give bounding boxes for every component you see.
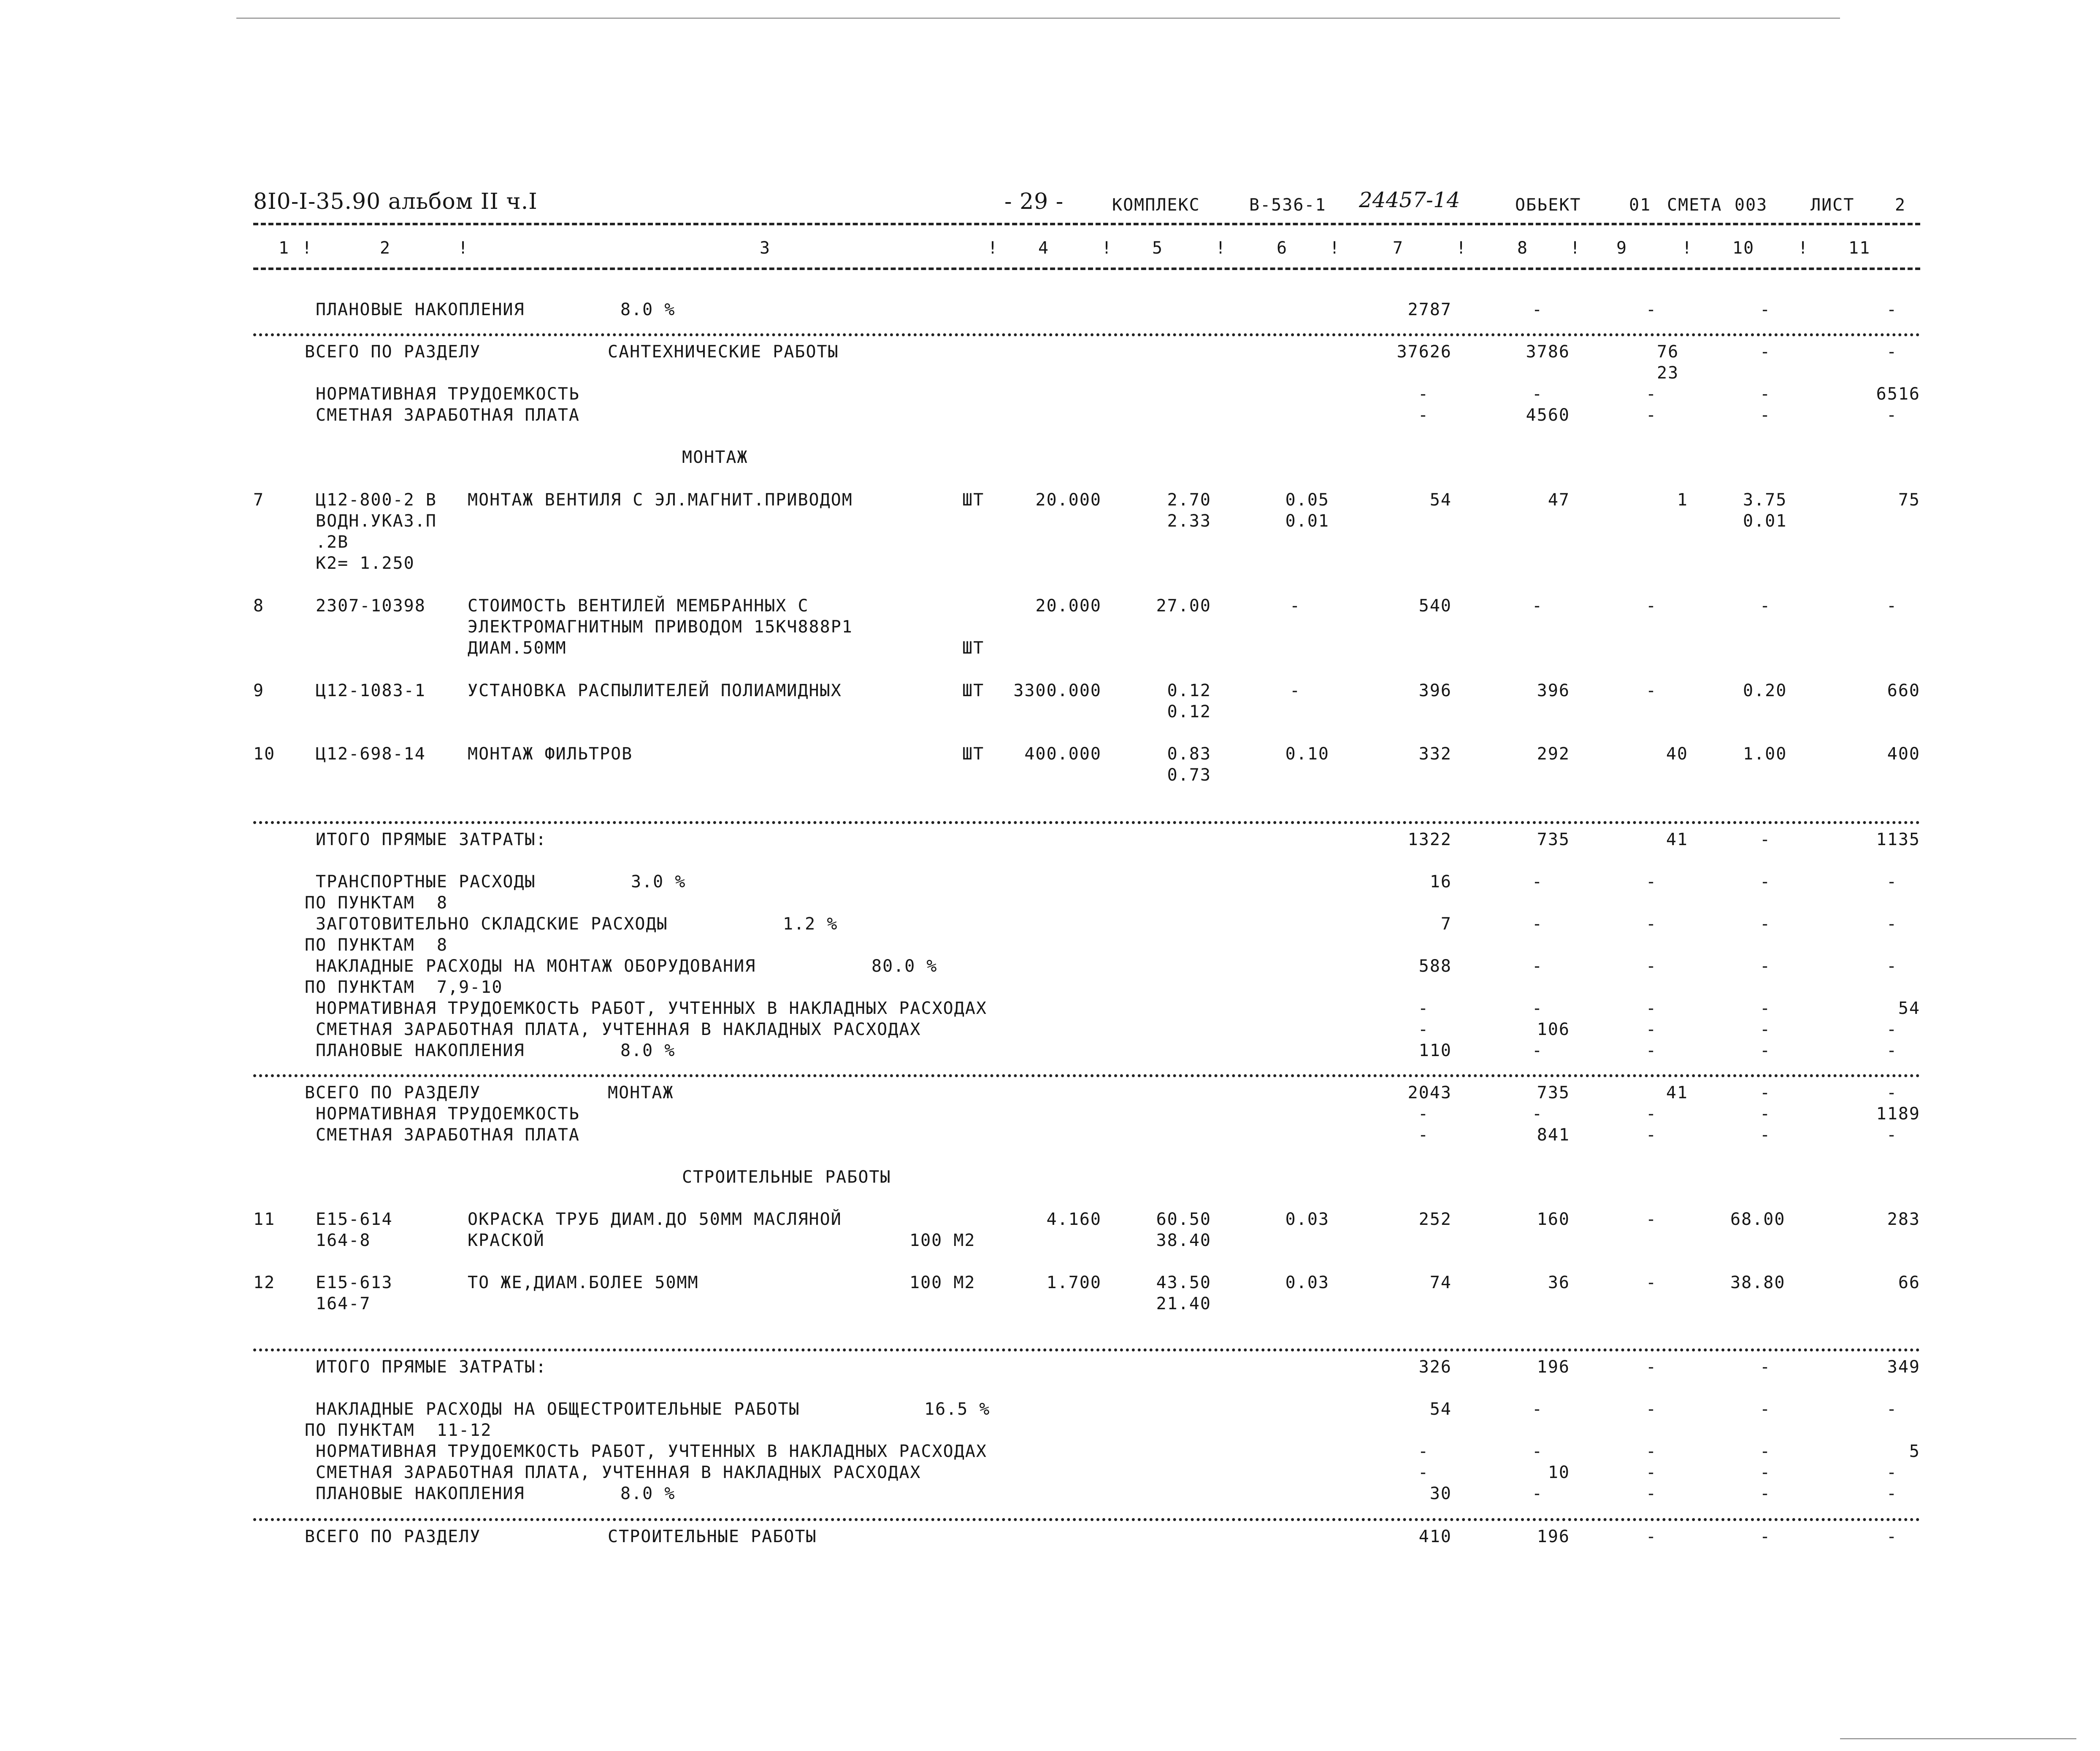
item-code: Ц12-1083-1	[316, 681, 426, 700]
col-separator: !	[1456, 238, 1467, 258]
item-number: 8	[253, 596, 265, 616]
dash: -	[1646, 957, 1657, 976]
dotted-rule	[253, 333, 1920, 336]
smeta-label: СМЕТА	[1667, 195, 1722, 215]
item-name: ОКРАСКА ТРУБ ДИАМ.ДО 50ММ МАСЛЯНОЙ	[468, 1210, 842, 1229]
col-separator: !	[1570, 238, 1581, 258]
item-name: УСТАНОВКА РАСПЫЛИТЕЛЕЙ ПОЛИАМИДНЫХ	[468, 681, 842, 700]
dash: -	[1532, 957, 1543, 976]
dash: -	[1532, 1484, 1543, 1503]
col-header-9: 9	[1616, 238, 1628, 258]
dash: -	[1760, 1463, 1771, 1482]
sheet-label: ЛИСТ	[1810, 195, 1855, 215]
item-c8: 160	[1537, 1210, 1570, 1229]
item-code: 2307-10398	[316, 596, 426, 616]
item-c9: 1	[1677, 490, 1688, 510]
by-items-note: ПО ПУНКТАМ 8	[305, 893, 448, 913]
section-total-name: САНТЕХНИЧЕСКИЕ РАБОТЫ	[608, 342, 839, 362]
dash: -	[1886, 914, 1898, 934]
dash: -	[1532, 1442, 1543, 1461]
col-separator: !	[1101, 238, 1113, 258]
item-unit: 100 М2	[909, 1231, 976, 1250]
dash: -	[1760, 300, 1771, 319]
scan-edge-line	[1840, 1738, 2076, 1739]
item-c9: -	[1646, 1273, 1657, 1292]
dash: -	[1646, 1527, 1657, 1546]
dash: -	[1646, 999, 1657, 1018]
overhead-wage-c8: 10	[1548, 1463, 1570, 1482]
item-unit: 100 М2	[909, 1273, 976, 1292]
item-c6: -	[1290, 681, 1301, 700]
item-c11: 283	[1887, 1210, 1920, 1229]
normative-labor-label: НОРМАТИВНАЯ ТРУДОЕМКОСТЬ	[316, 1104, 580, 1124]
item-c5-second: 38.40	[1156, 1231, 1211, 1250]
estimated-wage-label: СМЕТНАЯ ЗАРАБОТНАЯ ПЛАТА	[316, 1125, 580, 1145]
item-number: 11	[253, 1210, 276, 1229]
item-name: МОНТАЖ ВЕНТИЛЯ С ЭЛ.МАГНИТ.ПРИВОДОМ	[468, 490, 853, 510]
item-c5-second: 0.73	[1167, 765, 1211, 785]
overhead-costs-c7: 54	[1429, 1400, 1452, 1419]
item-name: СТОИМОСТЬ ВЕНТИЛЕЙ МЕМБРАННЫХ С	[468, 596, 809, 616]
dash: -	[1760, 1357, 1771, 1377]
col-header-7: 7	[1393, 238, 1404, 258]
overhead-labor-c11: 54	[1898, 999, 1920, 1018]
planned-savings-label: ПЛАНОВЫЕ НАКОПЛЕНИЯ	[316, 1041, 525, 1060]
dash: -	[1646, 1442, 1657, 1461]
section-total-label: ВСЕГО ПО РАЗДЕЛУ	[305, 1527, 481, 1546]
item-c7: 396	[1418, 681, 1452, 700]
item-c5: 0.12	[1167, 681, 1211, 700]
direct-costs-c11: 349	[1887, 1357, 1920, 1377]
item-c6: -	[1290, 596, 1301, 616]
col-separator: !	[1682, 238, 1693, 258]
item-c5: 60.50	[1156, 1210, 1211, 1229]
item-number: 9	[253, 681, 265, 700]
item-code: 164-8	[316, 1231, 371, 1250]
overhead-costs-label: НАКЛАДНЫЕ РАСХОДЫ НА МОНТАЖ ОБОРУДОВАНИЯ	[316, 957, 756, 976]
dash: -	[1532, 999, 1543, 1018]
section-total-c9-second: 23	[1657, 363, 1679, 383]
sheet-number: 2	[1895, 195, 1906, 215]
item-code: К2= 1.250	[316, 554, 415, 573]
normative-labor-c11: 6516	[1876, 384, 1920, 404]
section-total-name: МОНТАЖ	[608, 1083, 674, 1102]
direct-costs-c11: 1135	[1876, 830, 1920, 849]
dash: -	[1760, 405, 1771, 425]
item-c11: 75	[1898, 490, 1920, 510]
item-name: ТО ЖЕ,ДИАМ.БОЛЕЕ 50ММ	[468, 1273, 699, 1292]
item-c10: 38.80	[1730, 1273, 1786, 1292]
overhead-labor-c11: 5	[1909, 1442, 1920, 1461]
dash: -	[1532, 1041, 1543, 1060]
album-reference: 8I0-I-35.90 альбом II ч.I	[253, 189, 538, 214]
item-quantity: 1.700	[1046, 1273, 1101, 1292]
dash: -	[1886, 872, 1898, 892]
dash: -	[1646, 1041, 1657, 1060]
col-header-5: 5	[1152, 238, 1164, 258]
item-name: МОНТАЖ ФИЛЬТРОВ	[468, 744, 633, 764]
col-separator: !	[1329, 238, 1341, 258]
overhead-wage-label: СМЕТНАЯ ЗАРАБОТНАЯ ПЛАТА, УЧТЕННАЯ В НАКЛАДНЫХ РАСХОДАХ	[316, 1463, 921, 1482]
dash: -	[1886, 1125, 1898, 1145]
planned-savings-c7: 110	[1418, 1041, 1452, 1060]
direct-costs-c9: 41	[1666, 830, 1688, 849]
complex-code: В-536-1	[1249, 195, 1326, 215]
item-c6-second: 0.01	[1285, 511, 1329, 531]
item-c9: -	[1646, 1210, 1657, 1229]
item-number: 10	[253, 744, 276, 764]
item-quantity: 3300.000	[1013, 681, 1101, 700]
item-c5: 0.83	[1167, 744, 1211, 764]
dash: -	[1532, 1104, 1543, 1124]
estimated-wage-c8: 4560	[1526, 405, 1570, 425]
overhead-costs-label: НАКЛАДНЫЕ РАСХОДЫ НА ОБЩЕСТРОИТЕЛЬНЫЕ РАБОТЫ	[316, 1400, 800, 1419]
item-number: 7	[253, 490, 265, 510]
dash: -	[1418, 405, 1429, 425]
item-c10: 0.20	[1743, 681, 1787, 700]
item-c9: 40	[1666, 744, 1688, 764]
handwritten-code: 24457-14	[1359, 188, 1460, 212]
item-c5: 2.70	[1167, 490, 1211, 510]
item-c10: -	[1760, 596, 1771, 616]
item-c5-second: 21.40	[1156, 1294, 1211, 1313]
item-c6: 0.03	[1285, 1210, 1329, 1229]
dash: -	[1646, 300, 1657, 319]
item-c8: 396	[1537, 681, 1570, 700]
col-separator: !	[988, 238, 999, 258]
dash: -	[1886, 1083, 1898, 1102]
direct-costs-c8: 196	[1537, 1357, 1570, 1377]
item-c7: 540	[1418, 596, 1452, 616]
dash: -	[1760, 957, 1771, 976]
dash: -	[1646, 1484, 1657, 1503]
item-c10: 3.75	[1743, 490, 1787, 510]
item-c6: 0.10	[1285, 744, 1329, 764]
dash: -	[1760, 1020, 1771, 1039]
dash: -	[1760, 1125, 1771, 1145]
dash: -	[1646, 1020, 1657, 1039]
dash: -	[1646, 1357, 1657, 1377]
by-items-note: ПО ПУНКТАМ 11-12	[305, 1421, 492, 1440]
section-total-label: ВСЕГО ПО РАЗДЕЛУ	[305, 1083, 481, 1102]
item-quantity: 20.000	[1035, 596, 1101, 616]
by-items-note: ПО ПУНКТАМ 7,9-10	[305, 978, 503, 997]
col-header-2: 2	[380, 238, 391, 258]
normative-labor-label: НОРМАТИВНАЯ ТРУДОЕМКОСТЬ	[316, 384, 580, 404]
object-number: 01	[1629, 195, 1651, 215]
item-c6: 0.03	[1285, 1273, 1329, 1292]
planned-savings-pct: 8.0 %	[620, 1041, 676, 1060]
direct-costs-c7: 326	[1418, 1357, 1452, 1377]
dash: -	[1418, 1104, 1429, 1124]
dash: -	[1886, 1400, 1898, 1419]
section-total-c7: 2043	[1407, 1083, 1452, 1102]
object-label: ОБЬЕКТ	[1515, 195, 1581, 215]
item-c8: 292	[1537, 744, 1570, 764]
col-header-3: 3	[760, 238, 771, 258]
overhead-costs-pct: 16.5 %	[924, 1400, 990, 1419]
overhead-wage-label: СМЕТНАЯ ЗАРАБОТНАЯ ПЛАТА, УЧТЕННАЯ В НАКЛАДНЫХ РАСХОДАХ	[316, 1020, 921, 1039]
section-total-c8: 735	[1537, 1083, 1570, 1102]
item-code: 164-7	[316, 1294, 371, 1313]
dash: -	[1418, 1020, 1429, 1039]
direct-costs-c8: 735	[1537, 830, 1570, 849]
estimated-wage-label: СМЕТНАЯ ЗАРАБОТНАЯ ПЛАТА	[316, 405, 580, 425]
item-code: Ц12-698-14	[316, 744, 426, 764]
item-name: КРАСКОЙ	[468, 1231, 545, 1250]
dash: -	[1760, 342, 1771, 362]
item-c5: 27.00	[1156, 596, 1211, 616]
dash: -	[1418, 1463, 1429, 1482]
col-separator: !	[302, 238, 313, 258]
dash: -	[1418, 1125, 1429, 1145]
section-total-label: ВСЕГО ПО РАЗДЕЛУ	[305, 342, 481, 362]
item-code: .2В	[316, 532, 349, 552]
dash: -	[1760, 1041, 1771, 1060]
item-c7: 74	[1429, 1273, 1452, 1292]
dash: -	[1886, 342, 1898, 362]
planned-savings-pct: 8.0 %	[620, 300, 676, 319]
transport-costs-label: ТРАНСПОРТНЫЕ РАСХОДЫ	[316, 872, 536, 892]
item-c5-second: 0.12	[1167, 702, 1211, 721]
item-quantity: 4.160	[1046, 1210, 1101, 1229]
item-c10-second: 0.01	[1743, 511, 1787, 531]
dash: -	[1760, 1104, 1771, 1124]
item-quantity: 400.000	[1024, 744, 1101, 764]
dash: -	[1532, 914, 1543, 934]
item-unit: ШТ	[962, 638, 985, 658]
dash: -	[1418, 999, 1429, 1018]
dash: -	[1760, 872, 1771, 892]
item-c9: -	[1646, 681, 1657, 700]
by-items-note: ПО ПУНКТАМ 8	[305, 935, 448, 955]
column-header-rule	[253, 268, 1920, 270]
transport-costs-pct: 3.0 %	[631, 872, 686, 892]
item-number: 12	[253, 1273, 276, 1292]
dash: -	[1760, 999, 1771, 1018]
planned-savings-label: ПЛАНОВЫЕ НАКОПЛЕНИЯ	[316, 1484, 525, 1503]
dash: -	[1646, 405, 1657, 425]
overhead-costs-pct: 80.0 %	[871, 957, 938, 976]
dash: -	[1646, 1400, 1657, 1419]
planned-savings-pct: 8.0 %	[620, 1484, 676, 1503]
item-c10: 1.00	[1743, 744, 1787, 764]
item-c8: -	[1532, 596, 1543, 616]
item-name: ЭЛЕКТРОМАГНИТНЫМ ПРИВОДОМ 15КЧ888Р1	[468, 617, 853, 637]
dash: -	[1646, 384, 1657, 404]
dash: -	[1760, 830, 1771, 849]
col-header-1: 1	[279, 238, 290, 258]
col-separator: !	[1215, 238, 1227, 258]
dash: -	[1886, 1041, 1898, 1060]
section-title-construction: СТРОИТЕЛЬНЫЕ РАБОТЫ	[682, 1167, 891, 1187]
section-title-montage: МОНТАЖ	[682, 448, 748, 467]
dash: -	[1886, 405, 1898, 425]
dash: -	[1760, 1083, 1771, 1102]
item-c11: -	[1886, 596, 1898, 616]
dash: -	[1760, 1400, 1771, 1419]
dash: -	[1886, 1484, 1898, 1503]
col-header-8: 8	[1517, 238, 1529, 258]
item-code: ВОДН.УКАЗ.П	[316, 511, 437, 531]
dash: -	[1646, 1125, 1657, 1145]
planned-savings-label: ПЛАНОВЫЕ НАКОПЛЕНИЯ	[316, 300, 525, 319]
section-total-c7: 37626	[1396, 342, 1452, 362]
overhead-wage-c8: 106	[1537, 1020, 1570, 1039]
warehouse-costs-label: ЗАГОТОВИТЕЛЬНО СКЛАДСКИЕ РАСХОДЫ	[316, 914, 668, 934]
item-code: Е15-614	[316, 1210, 393, 1229]
transport-costs-c7: 16	[1429, 872, 1452, 892]
dotted-rule	[253, 1348, 1920, 1351]
item-c5: 43.50	[1156, 1273, 1211, 1292]
scan-edge-line	[236, 18, 1840, 19]
dotted-rule	[253, 821, 1920, 824]
dash: -	[1418, 384, 1429, 404]
direct-costs-c7: 1322	[1407, 830, 1452, 849]
dash: -	[1886, 1020, 1898, 1039]
item-c11: 660	[1887, 681, 1920, 700]
item-c7: 54	[1429, 490, 1452, 510]
item-code: Е15-613	[316, 1273, 393, 1292]
normative-labor-c11: 1189	[1876, 1104, 1920, 1124]
dash: -	[1418, 1442, 1429, 1461]
col-header-4: 4	[1038, 238, 1050, 258]
col-separator: !	[458, 238, 469, 258]
smeta-number: 003	[1735, 195, 1768, 215]
dash: -	[1886, 300, 1898, 319]
item-c8: 36	[1548, 1273, 1570, 1292]
direct-costs-label: ИТОГО ПРЯМЫЕ ЗАТРАТЫ:	[316, 1357, 547, 1377]
item-name: ДИАМ.50ММ	[468, 638, 567, 658]
dash: -	[1760, 384, 1771, 404]
col-header-11: 11	[1848, 238, 1871, 258]
section-total-name: СТРОИТЕЛЬНЫЕ РАБОТЫ	[608, 1527, 817, 1546]
dash: -	[1886, 1463, 1898, 1482]
section-total-c8: 196	[1537, 1527, 1570, 1546]
item-quantity: 20.000	[1035, 490, 1101, 510]
dash: -	[1886, 957, 1898, 976]
col-separator: !	[1798, 238, 1809, 258]
section-total-c9: 76	[1657, 342, 1679, 362]
dash: -	[1760, 1527, 1771, 1546]
complex-label: КОМПЛЕКС	[1112, 195, 1200, 215]
dash: -	[1646, 872, 1657, 892]
dash: -	[1886, 1527, 1898, 1546]
dash: -	[1760, 1484, 1771, 1503]
dash: -	[1760, 914, 1771, 934]
overhead-costs-c7: 588	[1418, 957, 1452, 976]
dash: -	[1646, 1104, 1657, 1124]
overhead-labor-label: НОРМАТИВНАЯ ТРУДОЕМКОСТЬ РАБОТ, УЧТЕННЫХ В НАКЛАДНЫХ РАСХОДАХ	[316, 1442, 988, 1461]
item-code: Ц12-800-2 В	[316, 490, 437, 510]
section-total-c7: 410	[1418, 1527, 1452, 1546]
section-total-c8: 3786	[1526, 342, 1570, 362]
dotted-rule	[253, 1074, 1920, 1077]
overhead-labor-label: НОРМАТИВНАЯ ТРУДОЕМКОСТЬ РАБОТ, УЧТЕННЫХ В НАКЛАДНЫХ РАСХОДАХ	[316, 999, 988, 1018]
item-c6: 0.05	[1285, 490, 1329, 510]
estimated-wage-c8: 841	[1537, 1125, 1570, 1145]
dash: -	[1532, 384, 1543, 404]
dash: -	[1532, 300, 1543, 319]
dash: -	[1646, 1463, 1657, 1482]
col-header-10: 10	[1732, 238, 1755, 258]
item-unit: ШТ	[962, 744, 985, 764]
planned-savings-c7: 2787	[1407, 300, 1452, 319]
item-unit: ШТ	[962, 490, 985, 510]
planned-savings-c7: 30	[1429, 1484, 1452, 1503]
item-c11: 66	[1898, 1273, 1920, 1292]
item-unit: ШТ	[962, 681, 985, 700]
warehouse-costs-c7: 7	[1440, 914, 1452, 934]
item-c11: 400	[1887, 744, 1920, 764]
item-c7: 332	[1418, 744, 1452, 764]
item-c7: 252	[1418, 1210, 1452, 1229]
col-header-6: 6	[1277, 238, 1288, 258]
dash: -	[1532, 872, 1543, 892]
dash: -	[1760, 1442, 1771, 1461]
page-number: - 29 -	[1004, 189, 1064, 214]
header-rule	[253, 223, 1920, 225]
item-c5-second: 2.33	[1167, 511, 1211, 531]
direct-costs-label: ИТОГО ПРЯМЫЕ ЗАТРАТЫ:	[316, 830, 547, 849]
item-c10: 68.00	[1730, 1210, 1786, 1229]
item-c8: 47	[1548, 490, 1570, 510]
dash: -	[1532, 1400, 1543, 1419]
section-total-c9: 41	[1666, 1083, 1688, 1102]
dotted-rule	[253, 1518, 1920, 1521]
item-c9: -	[1646, 596, 1657, 616]
dash: -	[1646, 914, 1657, 934]
warehouse-costs-pct: 1.2 %	[783, 914, 838, 934]
